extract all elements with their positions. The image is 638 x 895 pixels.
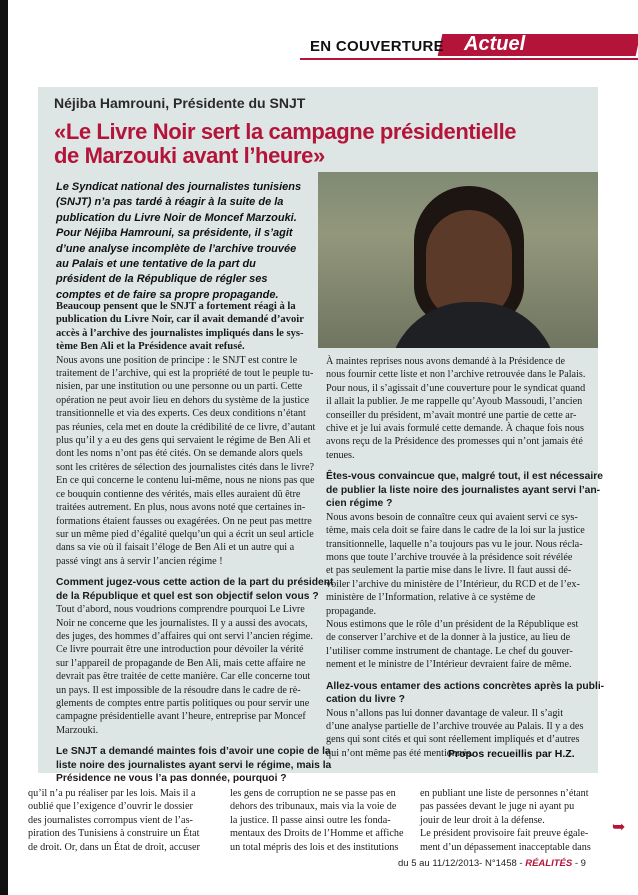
lead-line: au Palais et une tentative de la part du [56, 258, 256, 271]
answer-paragraph [326, 511, 584, 672]
text-line: de conserver l’archive et de la donner à la justice, au lieu de [326, 632, 571, 644]
text-line: il allait la publier. Je me rappelle qu’Ayoub Massoudi, l’ancien [326, 396, 583, 408]
text-line: Êtes-vous convaincue que, malgré tout, il est nécessaire [326, 471, 603, 483]
text-line: jouir de leur droit à la défense. [420, 814, 545, 826]
text-line: oublié que l’exigence d’ouvrir le dossier [28, 801, 193, 813]
text-line: nisien, par une institution ou une personne ou un parti. Cette [56, 381, 303, 393]
question-heading [326, 470, 603, 511]
continue-arrow-icon: ➥ [612, 817, 626, 836]
text-line: accès à l’archive des journalistes impliqués dans le sys- [56, 327, 304, 339]
text-line: l’utiliser comme instrument de chantage. Le chef du gouver- [326, 645, 573, 657]
text-line: qu’il n’a pu réaliser par les lois. Mais il a [28, 788, 196, 799]
text-line: transitionnelle, laquelle n’a toujours pas vu le jour. Nous récla- [326, 538, 583, 550]
text-line: Nous avons besoin de connaître ceux qui avaient servi ce sys- [326, 511, 578, 523]
issue-info: du 5 au 11/12/2013- N°1458 - [398, 858, 526, 869]
text-line: un pays. Il est impossible de la résoudre dans le cadre de rè- [56, 684, 301, 696]
page-edge-bar [0, 0, 8, 895]
text-line: En ce qui concerne le contenu lui-même, nous ne nions pas que [56, 475, 315, 487]
question-heading [56, 576, 334, 603]
text-line: Noir ne concerne que les journalistes. Il y a aussi des avocats, [56, 617, 308, 629]
signature: Propos recueillis par H.Z. [448, 748, 575, 760]
text-line: des journalistes corrompus vient de l’as- [28, 814, 193, 826]
text-line: Beaucoup pensent que le SNJT a fortement réagi à la [56, 301, 296, 312]
text-line: avons reçu de la Présidence des promesses qui n’ont jamais été [326, 436, 583, 448]
lead-line: comptes et de faire sa propre propagande. [56, 288, 279, 301]
text-line: ministère de l’Information, relative à ce système de [326, 592, 536, 604]
text-line: publication du Livre Noir, car il avait demandé d’avoir [56, 314, 304, 326]
text-line: liste noire des journalistes ayant servi le régime, mais la [56, 759, 332, 771]
lead-line: (SNJT) n’a pas tardé à réagir à la suite de la [56, 196, 284, 209]
text-line: un total mépris des lois et des institutions [230, 841, 399, 853]
section-label: EN COUVERTURE [310, 38, 444, 55]
text-line: dont les noms n’ont pas été cités. On se demande alors quels [56, 448, 303, 460]
portrait-photo [318, 172, 598, 348]
lead-line: publication du Livre Noir de Moncef Marzouki. [56, 211, 297, 224]
text-line: nement et le ministre de l’Intérieur devraient faire de même. [326, 659, 572, 671]
text-line: pas réunies, cela met en doute la crédibilité de ce livre, d’autant [56, 421, 316, 433]
text-line: Nous avons une position de principe : le SNJT est contre le [56, 354, 298, 366]
text-line: plus qu’il y a eu des gens qui servaient le régime de Ben Ali et [56, 435, 311, 447]
column-left [56, 300, 334, 786]
text-line: en publiant une liste de personnes n’étant [420, 788, 589, 799]
text-line: et pas seulement la partie mise dans le livre. Il faut aussi dé- [326, 565, 572, 577]
byline: Néjiba Hamrouni, Présidente du SNJT [54, 95, 306, 111]
text-line: Ce livre pourrait être une introduction pour dévoiler la vérité [56, 644, 304, 656]
text-line: nous fournir cette liste et non l’archive retrouvée dans le Palais. [326, 369, 586, 381]
text-line: sur l’appareil de propagande de Ben Ali, mais cette affaire ne [56, 657, 306, 669]
text-line: tenues. [326, 449, 355, 461]
text-line: Le SNJT a demandé maintes fois d’avoir une copie de la [56, 746, 331, 758]
text-line: pas passées devant le juge ni ayant pu [420, 801, 575, 813]
text-line: de la République et quel est son objectif selon vous ? [56, 590, 319, 602]
title-line: «Le Livre Noir sert la campagne présidentielle [54, 119, 517, 144]
text-line: propagande. [326, 605, 377, 617]
text-line: les gens de corruption ne se passe pas en [230, 788, 396, 799]
text-line: Nous n’allons pas lui donner davantage de valeur. Il s’agit [326, 707, 564, 719]
text-line: ce bouquin contienne des vérités, mais elles auraient dû être [56, 488, 301, 500]
text-line: gens qui sont cités et qui sont réellement impliqués et d’autres [326, 734, 580, 746]
portrait-body [388, 302, 558, 348]
text-line: Allez-vous entamer des actions concrètes après la publi- [326, 680, 605, 692]
text-line: Marzouki. [56, 724, 99, 736]
bottom-column-right [420, 787, 606, 854]
text-line: Tout d’abord, nous voudrions comprendre pourquoi Le Livre [56, 604, 305, 616]
title-line: de Marzouki avant l’heure» [54, 143, 325, 168]
article-title [54, 120, 574, 168]
text-line: dehors des tribunaux, mais via la voie de [230, 801, 397, 813]
answer-paragraph [56, 603, 312, 737]
text-line: dans sa vie où il faisait l’éloge de Ben Ali et un autre qui a [56, 542, 295, 554]
text-line: Présidence ne vous l’a pas donnée, pourquoi ? [56, 773, 287, 785]
text-line: transitionnelle et via des experts. Ces deux conditions n’étant [56, 408, 306, 420]
text-line: sur un même pied d’égalité quelqu’un qui a écrit un seul article [56, 528, 314, 540]
text-line: d’une analyse partielle de l’archive trouvée au Palais. Il y a des [326, 721, 584, 733]
text-line: conseiller du président, m’avait montré une partie de cette ar- [326, 409, 577, 421]
section-tag: Actuel [464, 33, 526, 55]
lead-line: Pour Néjiba Hamrouni, sa présidente, il s’agit [56, 227, 293, 240]
text-line: mentaux des Droits de l’Homme et affiche [230, 828, 404, 840]
text-line: cation du livre ? [326, 694, 405, 706]
text-line: qui n’ont même pas été mentionnés. [326, 747, 474, 759]
text-line: voiler l’archive du ministère de l’Intérieur, du RCD et de l’ex- [326, 578, 580, 590]
text-line: Comment jugez-vous cette action de la part du président [56, 577, 334, 589]
section-rule [300, 58, 638, 60]
text-line: campagne présidentielle avant l’heure, entreprise par Moncef [56, 711, 306, 723]
text-line: des juges, des hommes d’affaires qui ont servi l’ancien régime. [56, 630, 313, 642]
text-line: de droit. Or, dans un État de droit, accuser [28, 841, 200, 853]
text-line: piration des Tunisiens à construire un État [28, 828, 200, 840]
section-header [300, 34, 638, 60]
text-line: Pour nous, il s’agissait d’une couverture pour le syndicat quand [326, 382, 586, 394]
answer-paragraph [56, 354, 316, 569]
text-line: opération ne peut avoir lieu en dehors du système de la justice [56, 394, 310, 406]
text-line: cien régime ? [326, 498, 393, 510]
text-line: Le président provisoire fait preuve égale- [420, 828, 589, 840]
text-line: À maintes reprises nous avons demandé à la Présidence de [326, 356, 566, 367]
column-right [326, 355, 605, 760]
question-heading [56, 745, 332, 786]
text-line: la justice. Il passe ainsi outre les fonda- [230, 814, 391, 826]
text-line: passé vingt ans à servir l’ancien régime ! [56, 555, 223, 567]
text-line: traitement de l’archive, qui est la propriété de tout le peuple tu- [56, 368, 314, 380]
magazine-name: RÉALITÉS [525, 858, 573, 869]
lead-paragraph [56, 180, 308, 303]
page-number: - 9 [572, 858, 586, 869]
text-line: devrait pas être traitée de cette manière. Car elle concerne tout [56, 671, 311, 683]
text-line: formations étaient fausses ou exagérées. On ne peut pas mettre [56, 515, 312, 527]
text-line: tème, mais cela doit se faire dans le cadre de la loi sur la justice [326, 525, 585, 537]
lead-line: président de la République de régler ses [56, 273, 268, 286]
text-line: Nous estimons que le rôle d’un président de la République est [326, 619, 579, 630]
lead-line: d’une analyse incomplète de l’archive trouvée [56, 242, 297, 255]
answer-paragraph [326, 355, 584, 462]
text-line: sont les critères de sélection des journalistes cités dans le livre? [56, 461, 315, 473]
text-line: de publier la liste noire des journalistes ayant servi l’an- [326, 484, 601, 496]
text-line: ment d’un dépassement inacceptable dans [420, 841, 591, 853]
text-line: traitées autrement. En plus, nous avons noté que certaines in- [56, 502, 306, 514]
lead-line: Le Syndicat national des journalistes tunisiens [56, 181, 302, 193]
question-heading [326, 680, 605, 707]
bottom-column-mid [230, 787, 410, 854]
intro-paragraph [56, 300, 312, 354]
text-line: tème Ben Ali et la Présidence avait refusé. [56, 341, 245, 353]
text-line: glements de comptes entre partis politiques ou pour servir une [56, 697, 310, 709]
page-footer [398, 858, 586, 869]
text-line: chive et je lui avais formulé cette demande. À chaque fois nous [326, 423, 584, 435]
text-line: mons que toute l’archive trouvée à la présidence soit révélée [326, 551, 573, 563]
bottom-column-left [28, 787, 218, 854]
